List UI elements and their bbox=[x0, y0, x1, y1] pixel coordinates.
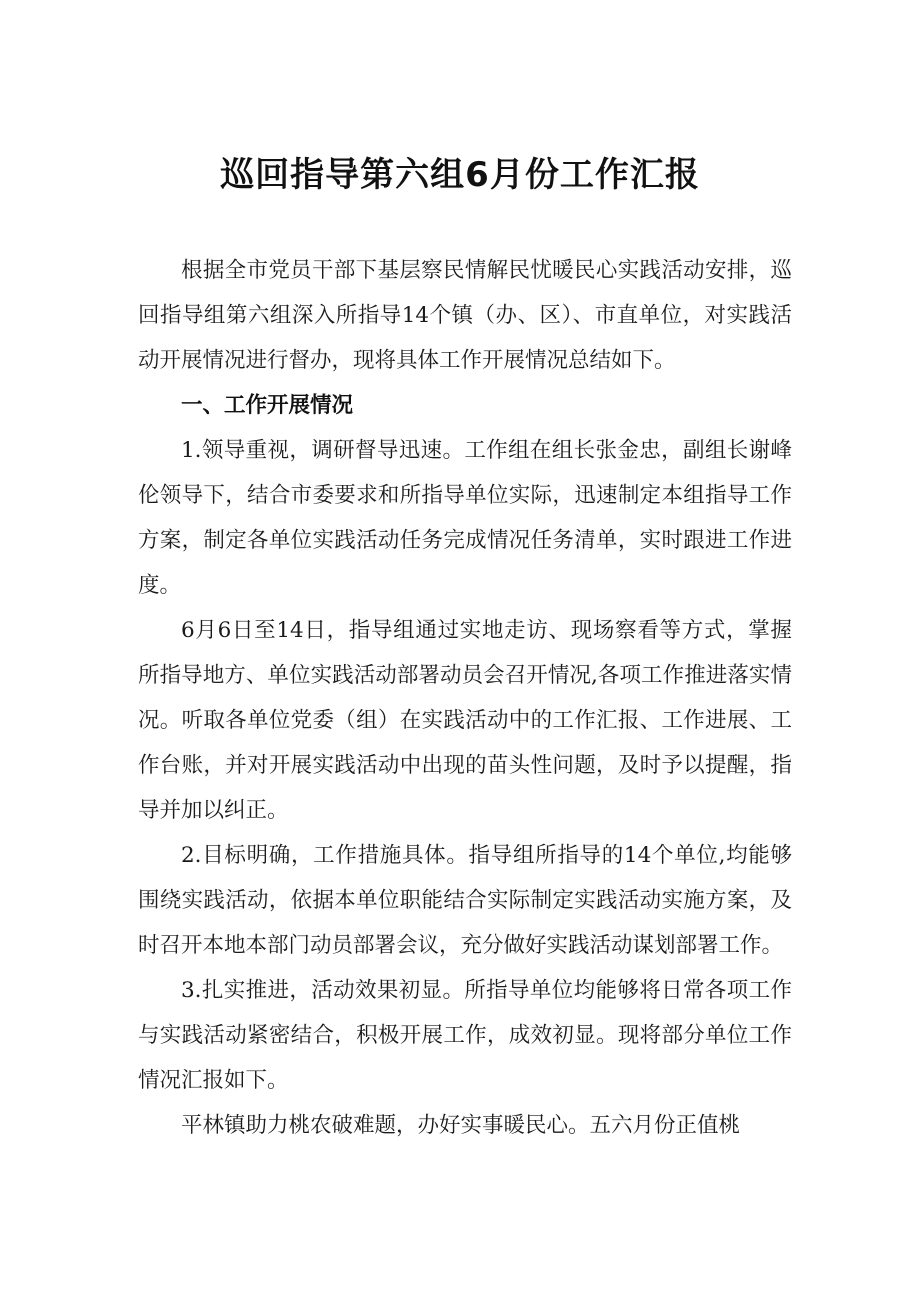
intro-paragraph: 根据全市党员干部下基层察民情解民忧暖民心实践活动安排，巡回指导组第六组深入所指导14个镇（办、区）、市直单位，对实践活动开展情况进行督办，现将具体工作开展情况总结如下。 bbox=[138, 258, 792, 373]
paragraph-goals: 2.目标明确，工作措施具体。指导组所指导的14个单位,均能够围绕实践活动，依据本单位职能结合实际制定实践活动实施方案，及时召开本地本部门动员部署会议，充分做好实践活动谋划部署工作。 bbox=[138, 843, 792, 958]
section-heading: 一、工作开展情况 bbox=[181, 393, 354, 418]
paragraph-field-visits: 6月6日至14日，指导组通过实地走访、现场察看等方式，掌握所指导地方、单位实践活动部署动员会召开情况,各项工作推进落实情况。听取各单位党委（组）在实践活动中的工作汇报、工作进展、工作台账，并对开展实践活动中出现的苗头性问题，及时予以提醒，指导并加以纠正。 bbox=[138, 618, 792, 823]
paragraph-leadership: 1.领导重视，调研督导迅速。工作组在组长张金忠，副组长谢峰伦领导下，结合市委要求和所指导单位实际，迅速制定本组指导工作方案，制定各单位实践活动任务完成情况任务清单，实时跟进工作进度。 bbox=[138, 438, 792, 598]
paragraph-progress: 3.扎实推进，活动效果初显。所指导单位均能够将日常各项工作与实践活动紧密结合，积极开展工作，成效初显。现将部分单位工作情况汇报如下。 bbox=[138, 978, 792, 1093]
document-body bbox=[138, 248, 792, 1148]
document-title: 巡回指导第六组6月份工作汇报 bbox=[220, 155, 700, 195]
paragraph-pinglin-town: 平林镇助力桃农破难题，办好实事暖民心。五六月份正值桃 bbox=[181, 1113, 741, 1138]
